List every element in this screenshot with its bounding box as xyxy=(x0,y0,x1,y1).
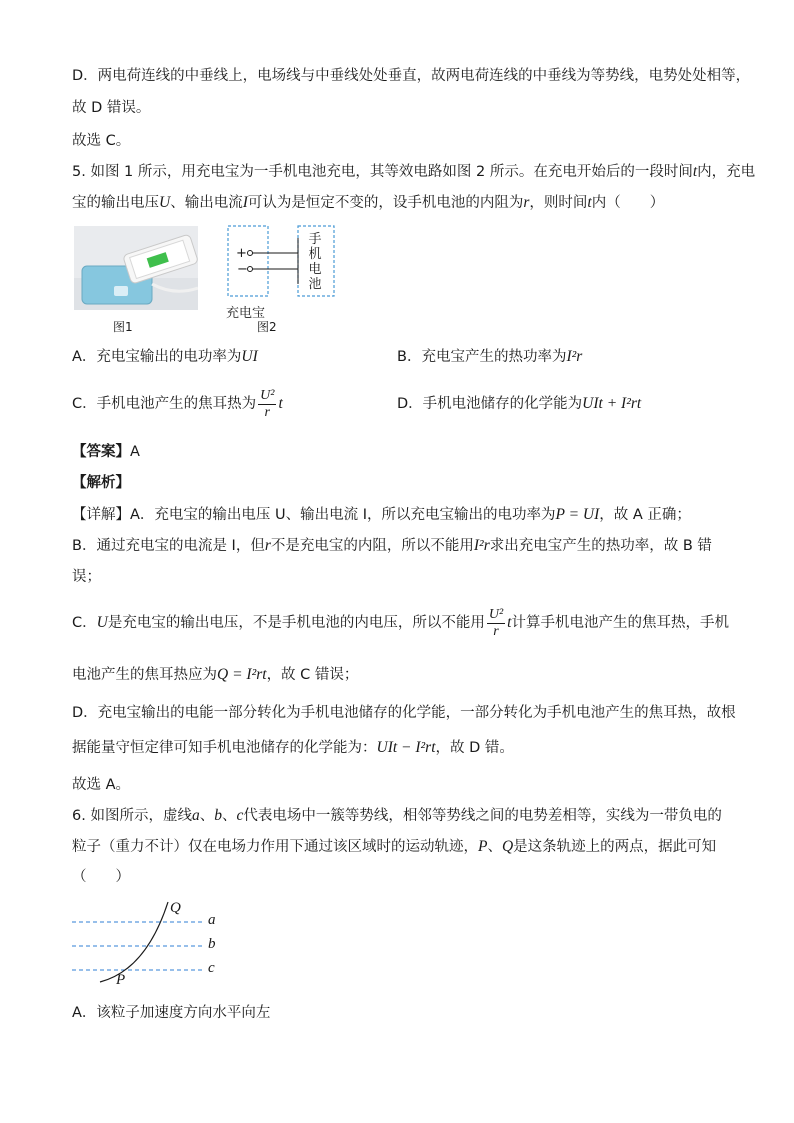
q5-option-c: C．手机电池产生的焦耳热为 $\frac{\text{U²}}{r}$ t xyxy=(72,387,283,420)
q5-detail-d-line1: D．充电宝输出的电能一部分转化为手机电池储存的化学能，一部分转化为手机电池产生的焦耳热，故根 xyxy=(72,705,736,721)
prev-choose: 故选 C。 xyxy=(72,133,131,149)
q6-line1: 6. 如图所示，虚线a、b、c代表电场中一簇等势线，相邻等势线之间的电势差相等，实线为一带负电的 xyxy=(72,807,722,824)
phone-label-char: 电 xyxy=(308,262,322,277)
q6-option-a: A．该粒子加速度方向水平向左 xyxy=(72,1005,271,1021)
q5-option-d: D．手机电池储存的化学能为UIt + I²rt xyxy=(397,395,642,412)
figure-2-caption: 图2 xyxy=(257,320,277,334)
q5-detail-c-line1: C．U是充电宝的输出电压，不是手机电池的内电压，所以不能用 $\frac{\text{U²}}{r}$ t计算手机电池产生的焦耳热，手机 xyxy=(72,606,729,639)
phone-label-char: 池 xyxy=(308,277,322,292)
figure-1-powerbank-photo xyxy=(74,226,198,310)
q6-label-b: b xyxy=(208,936,216,952)
q5-option-a: A．充电宝输出的电功率为UI xyxy=(72,348,258,365)
q6-label-q: Q xyxy=(170,900,181,916)
q5-choose: 故选 A。 xyxy=(72,777,131,793)
figure-1-caption: 图1 xyxy=(113,320,133,334)
phone-label-char: 机 xyxy=(308,247,322,262)
q5-detail-c-line2: 电池产生的焦耳热应为Q = I²rt，故 C 错误； xyxy=(72,666,359,683)
q6-line3: （ ） xyxy=(72,869,130,885)
q5-detail-b-line1: B．通过充电宝的电流是 I，但r不是充电宝的内阻，所以不能用I²r求出充电宝产生的热功率，故 B 错 xyxy=(72,537,712,554)
q5-answer: 【答案】A xyxy=(72,444,140,460)
q6-label-c: c xyxy=(208,960,215,976)
prev-d-line1: D．两电荷连线的中垂线上，电场线与中垂线处处垂直，故两电荷连线的中垂线为等势线，电势处处相等， xyxy=(72,68,751,84)
q5-line1: 5. 如图 1 所示，用充电宝为一手机电池充电，其等效电路如图 2 所示。在充电开始后的一段时间t内，充电 xyxy=(72,163,756,180)
q5-detail-d-line2: 据能量守恒定律可知手机电池储存的化学能为：UIt − I²rt，故 D 错。 xyxy=(72,739,514,756)
phone-battery-label xyxy=(307,232,323,292)
q5-analysis-tag: 【解析】 xyxy=(72,475,130,491)
q6-label-p: P xyxy=(116,972,126,988)
prev-d-line2: 故 D 错误。 xyxy=(72,100,151,116)
power-bank-label: 充电宝 xyxy=(226,306,266,321)
q6-line2: 粒子（重力不计）仅在电场力作用下通过该区域时的运动轨迹，P、Q是这条轨迹上的两点，据此可知 xyxy=(72,838,717,855)
q5-line2: 宝的输出电压U、输出电流I可认为是恒定不变的，设手机电池的内阻为r，则时间t内（ ） xyxy=(72,194,665,211)
circuit-plus-sign: + xyxy=(236,246,247,261)
q6-label-a: a xyxy=(208,912,216,928)
q5-option-b: B．充电宝产生的热功率为I²r xyxy=(397,348,583,365)
q5-detail-b-line2: 误； xyxy=(72,569,101,585)
phone-label-char: 手 xyxy=(308,232,322,247)
q5-detail-a: 【详解】A．充电宝的输出电压 U、输出电流 I，所以充电宝输出的电功率为P = UI，故 A 正确； xyxy=(72,506,691,523)
circuit-minus-sign: − xyxy=(237,262,248,277)
